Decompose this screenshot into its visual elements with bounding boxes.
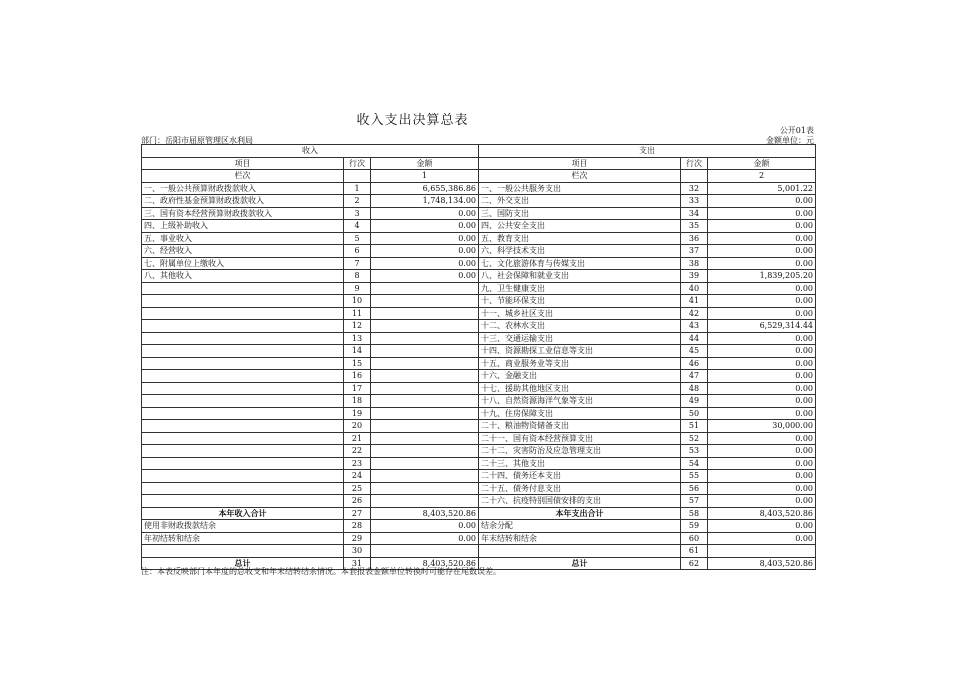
- table-row: [142, 220, 816, 233]
- expense-item: 十二、农林水支出: [479, 320, 681, 333]
- income-row-no: 13: [344, 332, 371, 345]
- income-row-no: 20: [344, 420, 371, 433]
- expense-amount: 0.00: [708, 495, 816, 508]
- income-total-label: 总计: [142, 557, 344, 570]
- expense-amount: 0.00: [708, 332, 816, 345]
- income-item: 三、国有资本经营预算财政拨款收入: [142, 207, 344, 220]
- expense-item: 二十四、债务还本支出: [479, 470, 681, 483]
- expense-subtotal-label: 本年支出合计: [479, 507, 681, 520]
- expense-item: 二、外交支出: [479, 195, 681, 208]
- subtotal-row: [142, 507, 816, 520]
- unit-label: 金额单位：元: [766, 136, 814, 145]
- income-amount: [371, 320, 479, 333]
- expense-row-no: 57: [681, 495, 708, 508]
- expense-item-header: 项目: [479, 157, 681, 170]
- expense-row-no: 43: [681, 320, 708, 333]
- expense-amount: 0.00: [708, 395, 816, 408]
- expense-row-no: 51: [681, 420, 708, 433]
- expense-amount: 5,001.22: [708, 182, 816, 195]
- table-row: [142, 307, 816, 320]
- expense-amount: 0.00: [708, 282, 816, 295]
- income-total-amount: 8,403,520.86: [371, 557, 479, 570]
- income-amount: [371, 370, 479, 383]
- income-row-no: 11: [344, 307, 371, 320]
- income-row-no: 7: [344, 257, 371, 270]
- income-item: 七、附属单位上缴收入: [142, 257, 344, 270]
- expense-amount: 0.00: [708, 382, 816, 395]
- expense-item: 十八、自然资源海洋气象等支出: [479, 395, 681, 408]
- expense-amount: 6,529,314.44: [708, 320, 816, 333]
- income-row-no: 5: [344, 232, 371, 245]
- expense-amount: 0.00: [708, 370, 816, 383]
- income-rowno-header: 行次: [344, 157, 371, 170]
- income-row-no: 23: [344, 457, 371, 470]
- table-row: [142, 345, 816, 358]
- income-item: 年初结转和结余: [142, 532, 344, 545]
- income-col-index-blank: [344, 170, 371, 183]
- expense-row-no: 35: [681, 220, 708, 233]
- income-amount: [371, 545, 479, 558]
- income-row-no: 16: [344, 370, 371, 383]
- income-item: [142, 470, 344, 483]
- table-row: [142, 207, 816, 220]
- expense-col-index-blank: [681, 170, 708, 183]
- income-col-index-label: 栏次: [142, 170, 344, 183]
- income-amount: 0.00: [371, 520, 479, 533]
- table-row: [142, 195, 816, 208]
- expense-item: 年末结转和结余: [479, 532, 681, 545]
- income-amount: [371, 345, 479, 358]
- income-item-header: 项目: [142, 157, 344, 170]
- income-item: [142, 395, 344, 408]
- expense-item: 二十六、抗疫特别国债安排的支出: [479, 495, 681, 508]
- expense-amount: 0.00: [708, 470, 816, 483]
- expense-row-no: 48: [681, 382, 708, 395]
- expense-row-no: 53: [681, 445, 708, 458]
- table-row: [142, 270, 816, 283]
- income-row-no: 24: [344, 470, 371, 483]
- table-row: [142, 432, 816, 445]
- expense-item: 二十一、国有资本经营预算支出: [479, 432, 681, 445]
- income-amount: [371, 495, 479, 508]
- expense-row-no: 44: [681, 332, 708, 345]
- expense-total-amount: 8,403,520.86: [708, 557, 816, 570]
- expense-row-no: 54: [681, 457, 708, 470]
- expense-amount: 0.00: [708, 195, 816, 208]
- income-row-no: 3: [344, 207, 371, 220]
- income-row-no: 21: [344, 432, 371, 445]
- income-subtotal-label: 本年收入合计: [142, 507, 344, 520]
- income-amount: 0.00: [371, 532, 479, 545]
- form-number: 公开01表: [779, 126, 814, 135]
- income-subtotal-row-no: 27: [344, 507, 371, 520]
- expense-section-header: 支出: [479, 145, 816, 158]
- expense-row-no: 38: [681, 257, 708, 270]
- expense-item: 三、国防支出: [479, 207, 681, 220]
- income-amount: [371, 395, 479, 408]
- expense-row-no: 47: [681, 370, 708, 383]
- expense-item: 七、文化旅游体育与传媒支出: [479, 257, 681, 270]
- income-amount: [371, 420, 479, 433]
- income-row-no: 10: [344, 295, 371, 308]
- table-row: [142, 232, 816, 245]
- income-row-no: 18: [344, 395, 371, 408]
- income-amount: [371, 407, 479, 420]
- expense-row-no: 49: [681, 395, 708, 408]
- income-amount: [371, 482, 479, 495]
- expense-row-no: 55: [681, 470, 708, 483]
- income-item: [142, 445, 344, 458]
- expense-row-no: 37: [681, 245, 708, 258]
- income-row-no: 19: [344, 407, 371, 420]
- income-item: [142, 432, 344, 445]
- income-amount: [371, 382, 479, 395]
- expense-row-no: 33: [681, 195, 708, 208]
- income-item: [142, 282, 344, 295]
- table-row: [142, 382, 816, 395]
- income-amount: [371, 470, 479, 483]
- expense-row-no: 45: [681, 345, 708, 358]
- expense-amount: 0.00: [708, 245, 816, 258]
- expense-row-no: 42: [681, 307, 708, 320]
- expense-amount: 0.00: [708, 407, 816, 420]
- income-row-no: 4: [344, 220, 371, 233]
- expense-row-no: 52: [681, 432, 708, 445]
- expense-item: 十三、交通运输支出: [479, 332, 681, 345]
- income-row-no: 26: [344, 495, 371, 508]
- expense-row-no: 36: [681, 232, 708, 245]
- expense-row-no: 34: [681, 207, 708, 220]
- expense-row-no: 41: [681, 295, 708, 308]
- expense-item: 二十三、其他支出: [479, 457, 681, 470]
- expense-row-no: 60: [681, 532, 708, 545]
- expense-item: 十九、住房保障支出: [479, 407, 681, 420]
- table-row: [142, 445, 816, 458]
- income-item: [142, 457, 344, 470]
- income-row-no: 25: [344, 482, 371, 495]
- income-item: [142, 320, 344, 333]
- table-row: [142, 245, 816, 258]
- income-section-header: 收入: [142, 145, 479, 158]
- income-amount: 0.00: [371, 270, 479, 283]
- table-row: [142, 420, 816, 433]
- income-amount: 0.00: [371, 207, 479, 220]
- income-amount: 0.00: [371, 232, 479, 245]
- income-row-no: 28: [344, 520, 371, 533]
- table-row: [142, 295, 816, 308]
- table-row: [142, 470, 816, 483]
- expense-amount-header: 金额: [708, 157, 816, 170]
- expense-row-no: 61: [681, 545, 708, 558]
- income-amount: [371, 445, 479, 458]
- table-row: [142, 457, 816, 470]
- expense-item: 一、一般公共服务支出: [479, 182, 681, 195]
- table-row: [142, 257, 816, 270]
- expense-item: 十四、资源勘探工业信息等支出: [479, 345, 681, 358]
- income-row-no: 2: [344, 195, 371, 208]
- column-index-row: [142, 170, 816, 183]
- income-item: 使用非财政拨款结余: [142, 520, 344, 533]
- expense-row-no: 50: [681, 407, 708, 420]
- section-header-row: [142, 145, 816, 158]
- expense-amount: 0.00: [708, 257, 816, 270]
- income-total-row-no: 31: [344, 557, 371, 570]
- expense-amount: 0.00: [708, 532, 816, 545]
- expense-row-no: 56: [681, 482, 708, 495]
- table-row: [142, 357, 816, 370]
- expense-amount: 1,839,205.20: [708, 270, 816, 283]
- expense-item: 十七、援助其他地区支出: [479, 382, 681, 395]
- expense-amount: 0.00: [708, 432, 816, 445]
- income-amount: [371, 332, 479, 345]
- income-item: [142, 545, 344, 558]
- income-item: 二、政府性基金预算财政拨款收入: [142, 195, 344, 208]
- table-row: [142, 495, 816, 508]
- expense-amount: 0.00: [708, 357, 816, 370]
- income-row-no: 12: [344, 320, 371, 333]
- income-item: 八、其他收入: [142, 270, 344, 283]
- table-row: [142, 532, 816, 545]
- income-amount-header: 金额: [371, 157, 479, 170]
- expense-amount: 0.00: [708, 482, 816, 495]
- footnote: 注：本表反映部门本年度的总收支和年末结转结余情况。本套报表金额单位转换时可能存在尾数误差。: [141, 567, 501, 576]
- income-item: [142, 382, 344, 395]
- table-row: [142, 370, 816, 383]
- income-amount: 0.00: [371, 220, 479, 233]
- income-row-no: 17: [344, 382, 371, 395]
- expense-subtotal-amount: 8,403,520.86: [708, 507, 816, 520]
- income-row-no: 6: [344, 245, 371, 258]
- income-amount: [371, 282, 479, 295]
- expense-item: 五、教育支出: [479, 232, 681, 245]
- income-row-no: 14: [344, 345, 371, 358]
- expense-item: 二十、粮油物资储备支出: [479, 420, 681, 433]
- expense-total-row-no: 62: [681, 557, 708, 570]
- table-row: [142, 545, 816, 558]
- expense-item: 十一、城乡社区支出: [479, 307, 681, 320]
- expense-amount: 0.00: [708, 307, 816, 320]
- income-row-no: 30: [344, 545, 371, 558]
- table-row: [142, 482, 816, 495]
- expense-item: 八、社会保障和就业支出: [479, 270, 681, 283]
- income-item: 一、一般公共预算财政拨款收入: [142, 182, 344, 195]
- expense-amount: 0.00: [708, 520, 816, 533]
- income-item: [142, 332, 344, 345]
- expense-item: 六、科学技术支出: [479, 245, 681, 258]
- expense-item: 二十二、灾害防治及应急管理支出: [479, 445, 681, 458]
- income-subtotal-amount: 8,403,520.86: [371, 507, 479, 520]
- expense-row-no: 32: [681, 182, 708, 195]
- column-header-row: [142, 157, 816, 170]
- income-item: [142, 420, 344, 433]
- expense-amount: 0.00: [708, 220, 816, 233]
- expense-item: 结余分配: [479, 520, 681, 533]
- income-row-no: 29: [344, 532, 371, 545]
- income-item: [142, 407, 344, 420]
- expense-item: 十、节能环保支出: [479, 295, 681, 308]
- summary-table: [141, 144, 816, 570]
- expense-subtotal-row-no: 58: [681, 507, 708, 520]
- income-item: [142, 307, 344, 320]
- income-row-no: 9: [344, 282, 371, 295]
- expense-item: 二十五、债务付息支出: [479, 482, 681, 495]
- income-item: [142, 495, 344, 508]
- table-row: [142, 520, 816, 533]
- expense-item: 四、公共安全支出: [479, 220, 681, 233]
- income-item: 六、经营收入: [142, 245, 344, 258]
- expense-item: [479, 545, 681, 558]
- expense-row-no: 39: [681, 270, 708, 283]
- table-row: [142, 320, 816, 333]
- table-row: [142, 182, 816, 195]
- income-amount: [371, 307, 479, 320]
- expense-rowno-header: 行次: [681, 157, 708, 170]
- expense-amount: [708, 545, 816, 558]
- income-item: [142, 295, 344, 308]
- income-amount: [371, 295, 479, 308]
- expense-amount: 0.00: [708, 457, 816, 470]
- income-row-no: 8: [344, 270, 371, 283]
- expense-col-index-label: 栏次: [479, 170, 681, 183]
- expense-amount: 0.00: [708, 445, 816, 458]
- expense-amount: 0.00: [708, 207, 816, 220]
- income-row-no: 15: [344, 357, 371, 370]
- expense-row-no: 40: [681, 282, 708, 295]
- expense-total-label: 总计: [479, 557, 681, 570]
- expense-amount: 0.00: [708, 232, 816, 245]
- expense-amount: 0.00: [708, 295, 816, 308]
- income-amount: [371, 457, 479, 470]
- table-row: [142, 282, 816, 295]
- income-item: 四、上级补助收入: [142, 220, 344, 233]
- expense-item: 九、卫生健康支出: [479, 282, 681, 295]
- income-amount: [371, 432, 479, 445]
- income-col-index: 1: [371, 170, 479, 183]
- income-row-no: 1: [344, 182, 371, 195]
- income-item: [142, 482, 344, 495]
- table-row: [142, 332, 816, 345]
- department-label: 部门：岳阳市屈原管理区水利局: [141, 136, 253, 145]
- expense-amount: 0.00: [708, 345, 816, 358]
- table-row: [142, 407, 816, 420]
- income-row-no: 22: [344, 445, 371, 458]
- expense-item: 十五、商业服务业等支出: [479, 357, 681, 370]
- income-amount: 0.00: [371, 245, 479, 258]
- expense-item: 十六、金融支出: [479, 370, 681, 383]
- income-amount: [371, 357, 479, 370]
- income-item: [142, 357, 344, 370]
- report-title: 收入支出决算总表: [356, 113, 469, 128]
- expense-row-no: 59: [681, 520, 708, 533]
- table-row: [142, 395, 816, 408]
- income-item: 五、事业收入: [142, 232, 344, 245]
- expense-row-no: 46: [681, 357, 708, 370]
- income-amount: 1,748,134.00: [371, 195, 479, 208]
- expense-col-index: 2: [708, 170, 816, 183]
- expense-amount: 30,000.00: [708, 420, 816, 433]
- income-item: [142, 370, 344, 383]
- income-item: [142, 345, 344, 358]
- income-amount: 0.00: [371, 257, 479, 270]
- income-amount: 6,655,386.86: [371, 182, 479, 195]
